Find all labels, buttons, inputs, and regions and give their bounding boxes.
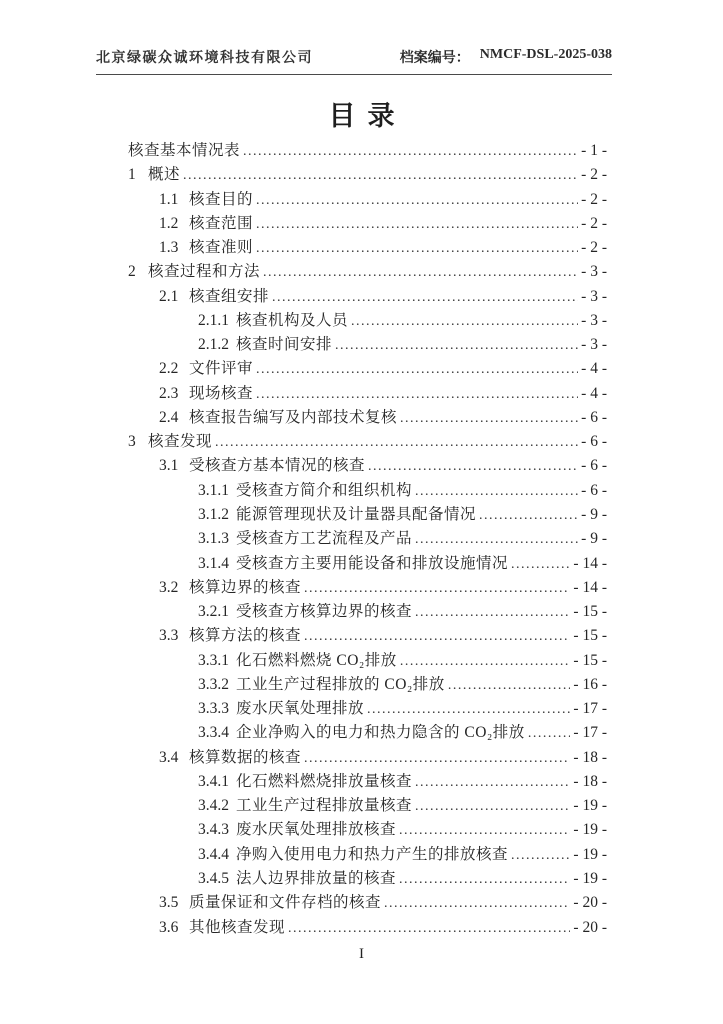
toc-entry — [128, 138, 607, 162]
toc-dot-leader — [256, 362, 578, 378]
toc-entry-number: 3.3.2 — [198, 675, 229, 693]
toc-page-number: - 2 - — [581, 239, 607, 257]
toc-entry-label: 化石燃料燃烧排放量核查 — [236, 772, 413, 790]
toc-entry-number: 3 — [128, 433, 136, 451]
toc-dot-leader — [243, 144, 578, 160]
toc-dot-leader — [384, 896, 570, 912]
toc-entry-number: 3.4.1 — [198, 772, 229, 790]
toc-entry-label: 核查时间安排 — [236, 336, 333, 354]
toc-entry-number: 3.2.1 — [198, 603, 229, 621]
toc-entry-label: 核查范围 — [189, 214, 254, 232]
toc-entry-label: 核查准则 — [189, 239, 254, 257]
toc-entry — [128, 429, 607, 453]
toc-entry — [128, 842, 607, 866]
toc-entry-label: 企业净购入的电力和热力隐含的 CO₂排放 — [236, 724, 525, 742]
toc-page-number: - 15 - — [573, 603, 607, 621]
toc-entry — [128, 526, 607, 550]
toc-dot-leader — [511, 848, 570, 864]
toc-entry — [128, 453, 607, 477]
toc-entry-number: 3.4.2 — [198, 797, 229, 815]
toc-entry — [128, 575, 607, 599]
toc-entry-label: 核查组安排 — [189, 287, 270, 305]
page-header — [96, 47, 612, 75]
toc-dot-leader — [511, 557, 570, 573]
toc-page-number: - 15 - — [573, 627, 607, 645]
toc-dot-leader — [183, 168, 578, 184]
toc-entry-label: 核算数据的核查 — [189, 748, 302, 766]
toc-dot-leader — [272, 290, 578, 306]
toc-entry-number: 3.5 — [159, 894, 179, 912]
toc-page-number: - 6 - — [581, 481, 607, 499]
toc-dot-leader — [415, 799, 570, 815]
footer-page-number: I — [359, 946, 364, 962]
toc-page-number: - 2 - — [581, 166, 607, 184]
toc-page-number: - 19 - — [573, 797, 607, 815]
toc-entry — [128, 890, 607, 914]
toc-entry-label: 工业生产过程排放量核查 — [236, 797, 413, 815]
toc-dot-leader — [335, 338, 578, 354]
toc-entry-label: 核查报告编写及内部技术复核 — [189, 408, 398, 426]
file-number-label: 档案编号： — [399, 51, 470, 66]
toc-dot-leader — [415, 775, 570, 791]
toc-entry — [128, 769, 607, 793]
toc-entry-label: 概述 — [148, 166, 181, 184]
toc-dot-leader — [256, 217, 578, 233]
toc-dot-leader — [351, 314, 578, 330]
toc-page-number: - 3 - — [581, 263, 607, 281]
file-number-group — [400, 47, 612, 67]
toc-page-number: - 17 - — [573, 724, 607, 742]
toc-dot-leader — [400, 654, 571, 670]
toc-page-number: - 15 - — [573, 651, 607, 669]
toc-dot-leader — [256, 241, 578, 257]
page-title: 目录 — [328, 101, 407, 131]
toc-dot-leader — [415, 484, 578, 500]
toc-page-number: - 20 - — [573, 918, 607, 936]
toc-dot-leader — [400, 411, 578, 427]
toc-entry-number: 3.2 — [159, 578, 179, 596]
toc-entry — [128, 502, 607, 526]
toc-entry-number: 3.4 — [159, 748, 179, 766]
toc-entry-label: 废水厌氧处理排放 — [236, 700, 365, 718]
toc-entry — [128, 211, 607, 235]
toc-entry-label: 化石燃料燃烧 CO₂排放 — [236, 651, 397, 669]
toc-dot-leader — [304, 629, 570, 645]
toc-dot-leader — [399, 872, 570, 888]
toc-entry — [128, 866, 607, 890]
toc-entry-number: 3.3.3 — [198, 700, 229, 718]
toc-entry — [128, 478, 607, 502]
toc-entry-number: 3.1 — [159, 457, 179, 475]
toc-entry-number: 2.1 — [159, 287, 179, 305]
toc-page-number: - 19 - — [573, 869, 607, 887]
toc-page-number: - 17 - — [573, 700, 607, 718]
toc-entry — [128, 720, 607, 744]
toc-page-number: - 18 - — [573, 772, 607, 790]
toc-entry-label: 受核查方基本情况的核查 — [189, 457, 366, 475]
toc-dot-leader — [479, 508, 578, 524]
toc-entry-label: 净购入使用电力和热力产生的排放核查 — [236, 845, 509, 863]
company-name: 北京绿碳众诚环境科技有限公司 — [96, 51, 313, 66]
toc-dot-leader — [399, 823, 570, 839]
toc-entry-number: 2.2 — [159, 360, 179, 378]
toc-entry-label: 受核查方核算边界的核查 — [236, 603, 413, 621]
toc-entry — [128, 332, 607, 356]
file-number-value: NMCF-DSL-2025-038 — [479, 47, 612, 62]
toc-entry-number: 1.1 — [159, 190, 179, 208]
toc-entry-number: 3.3 — [159, 627, 179, 645]
toc-page-number: - 2 - — [581, 190, 607, 208]
toc-entry-number: 3.4.3 — [198, 821, 229, 839]
toc-dot-leader — [368, 459, 578, 475]
toc-entry-number: 2.3 — [159, 384, 179, 402]
toc-entry-label: 核算方法的核查 — [189, 627, 302, 645]
toc-entry-label: 质量保证和文件存档的核查 — [189, 894, 382, 912]
toc-dot-leader — [367, 702, 570, 718]
toc-entry-number: 2.1.1 — [198, 311, 229, 329]
toc-entry-label: 核查基本情况表 — [128, 142, 241, 159]
toc-page-number: - 18 - — [573, 748, 607, 766]
toc-entry-label: 其他核查发现 — [189, 918, 286, 936]
toc-entry — [128, 259, 607, 283]
toc-entry-number: 1.2 — [159, 214, 179, 232]
toc-page-number: - 4 - — [581, 360, 607, 378]
toc-page-number: - 3 - — [581, 336, 607, 354]
toc-dot-leader — [528, 726, 571, 742]
toc-entry-label: 废水厌氧处理排放核查 — [236, 821, 397, 839]
toc-entry-number: 3.4.4 — [198, 845, 229, 863]
toc-dot-leader — [256, 193, 578, 209]
toc-page-number: - 14 - — [573, 554, 607, 572]
toc-entry-number: 3.4.5 — [198, 869, 229, 887]
toc-page-number: - 19 - — [573, 845, 607, 863]
toc-entry-label: 现场核查 — [189, 384, 254, 402]
toc-dot-leader — [448, 678, 571, 694]
toc-entry-label: 核查目的 — [189, 190, 254, 208]
toc-entry-label: 法人边界排放量的核查 — [236, 869, 397, 887]
toc-entry — [128, 187, 607, 211]
toc-page-number: - 4 - — [581, 384, 607, 402]
toc-dot-leader — [415, 532, 578, 548]
table-of-contents — [128, 138, 607, 939]
toc-entry — [128, 381, 607, 405]
toc-entry-number: 3.3.1 — [198, 651, 229, 669]
toc-entry — [128, 672, 607, 696]
toc-entry-label: 受核查方工艺流程及产品 — [236, 530, 413, 548]
toc-entry-label: 核算边界的核查 — [189, 578, 302, 596]
toc-entry-label: 能源管理现状及计量器具配备情况 — [236, 505, 477, 523]
toc-entry — [128, 405, 607, 429]
toc-entry-label: 受核查方主要用能设备和排放设施情况 — [236, 554, 509, 572]
toc-entry-label: 文件评审 — [189, 360, 254, 378]
toc-entry — [128, 162, 607, 186]
toc-entry — [128, 817, 607, 841]
toc-entry — [128, 308, 607, 332]
toc-page-number: - 6 - — [581, 408, 607, 426]
toc-entry-number: 1 — [128, 166, 136, 184]
toc-entry — [128, 745, 607, 769]
toc-entry — [128, 915, 607, 939]
toc-dot-leader — [256, 387, 578, 403]
toc-entry — [128, 623, 607, 647]
toc-entry — [128, 551, 607, 575]
toc-entry-number: 3.1.3 — [198, 530, 229, 548]
toc-page-number: - 19 - — [573, 821, 607, 839]
toc-entry — [128, 599, 607, 623]
toc-dot-leader — [288, 921, 570, 937]
toc-entry-label: 受核查方简介和组织机构 — [236, 481, 413, 499]
toc-entry-number: 3.3.4 — [198, 724, 229, 742]
toc-page-number: - 6 - — [581, 433, 607, 451]
toc-entry-number: 3.1.4 — [198, 554, 229, 572]
toc-page-number: - 2 - — [581, 214, 607, 232]
toc-dot-leader — [215, 435, 578, 451]
toc-entry-label: 核查机构及人员 — [236, 311, 349, 329]
toc-dot-leader — [415, 605, 570, 621]
toc-entry-number: 3.1.1 — [198, 481, 229, 499]
toc-entry — [128, 356, 607, 380]
toc-page-number: - 1 - — [581, 142, 607, 159]
toc-entry-label: 核查发现 — [148, 433, 213, 451]
toc-page-number: - 9 - — [581, 530, 607, 548]
toc-entry-number: 3.1.2 — [198, 505, 229, 523]
toc-entry-number: 3.6 — [159, 918, 179, 936]
toc-page-number: - 3 - — [581, 311, 607, 329]
toc-page-number: - 3 - — [581, 287, 607, 305]
toc-entry-number: 2.1.2 — [198, 336, 229, 354]
toc-entry-label: 核查过程和方法 — [148, 263, 261, 281]
toc-dot-leader — [304, 751, 570, 767]
toc-entry-number: 2 — [128, 263, 136, 281]
toc-entry — [128, 696, 607, 720]
toc-entry — [128, 648, 607, 672]
toc-entry-label: 工业生产过程排放的 CO₂排放 — [236, 675, 445, 693]
toc-dot-leader — [263, 265, 578, 281]
toc-dot-leader — [304, 581, 570, 597]
toc-entry-number: 2.4 — [159, 408, 179, 426]
toc-page-number: - 16 - — [573, 675, 607, 693]
toc-page-number: - 6 - — [581, 457, 607, 475]
toc-page-number: - 14 - — [573, 578, 607, 596]
toc-entry — [128, 284, 607, 308]
toc-entry — [128, 793, 607, 817]
toc-page-number: - 9 - — [581, 505, 607, 523]
toc-page-number: - 20 - — [573, 894, 607, 912]
toc-entry — [128, 235, 607, 259]
toc-entry-number: 1.3 — [159, 239, 179, 257]
